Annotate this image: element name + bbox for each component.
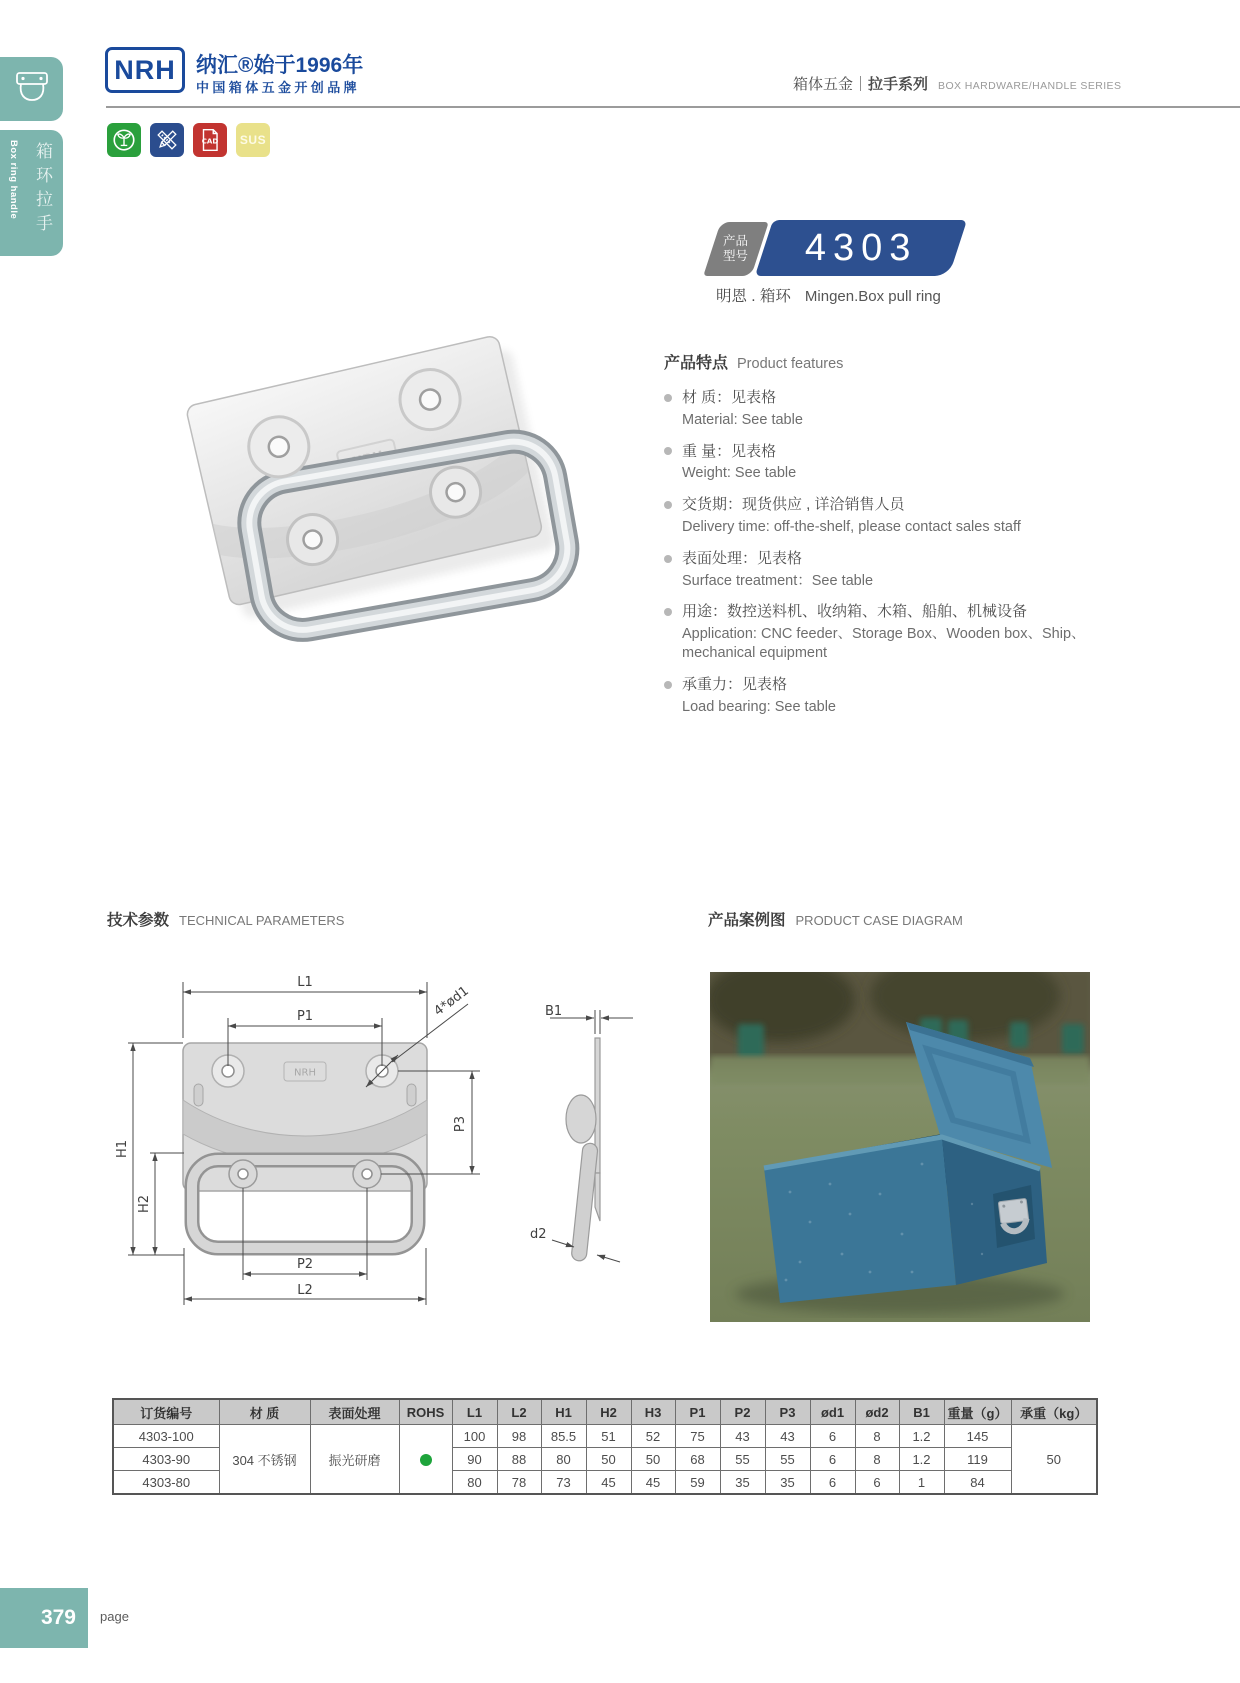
sidebar-category-label[interactable] (0, 130, 63, 256)
dim-H1: H1 (115, 1139, 130, 1159)
product-features (664, 350, 1140, 727)
dim-d2: d2 (530, 1227, 547, 1242)
svg-text:CAD: CAD (201, 136, 219, 146)
rohs-dot-icon (420, 1454, 432, 1466)
model-number: 4303 (804, 226, 918, 269)
tech-parameters-heading: 技术参数 TECHNICAL PARAMETERS (107, 912, 345, 929)
product-photo (130, 295, 645, 675)
rohs-cell (399, 1425, 452, 1495)
header-divider (106, 106, 1240, 108)
page-number-box: 379 (0, 1588, 88, 1648)
brand-tagline-sub: 中国箱体五金开创品牌 (196, 80, 361, 95)
bullet-icon (664, 608, 672, 616)
load-cell: 50 (1011, 1425, 1097, 1495)
table-row: 4303-90 90 88 80 50 50 68 55 55 6 8 1.2 119 (113, 1448, 1097, 1471)
sidebar-category-cn: 箱环拉手 (33, 142, 52, 238)
dim-L1: L1 (297, 975, 313, 990)
table-row: 4303-80 80 78 73 45 45 59 35 35 6 6 1 84 (113, 1471, 1097, 1495)
dim-P1: P1 (296, 1009, 314, 1024)
dim-4xod1: 4*ød1 (431, 983, 472, 1020)
eco-plant-icon (107, 123, 141, 157)
sidebar-category-en: Box ring handle (8, 140, 19, 220)
product-name-en: Mingen.Box pull ring (804, 288, 941, 305)
series-en: BOX HARDWARE/HANDLE SERIES (938, 80, 1122, 92)
brand-logo: NRH (105, 47, 185, 93)
feature-item: 交货期：现货供应 , 详洽销售人员 Delivery time: off-the-shelf, please contact sales staff (664, 494, 1140, 537)
features-title-en: Product features (737, 356, 844, 372)
model-number-banner (755, 220, 967, 276)
features-title (664, 350, 1140, 373)
design-tools-icon (150, 123, 184, 157)
dim-P2: P2 (296, 1257, 314, 1272)
svg-text:NRH: NRH (350, 448, 386, 471)
sidebar-category-tab[interactable] (0, 57, 63, 121)
feature-item: 表面处理：见表格 Surface treatment：See table (664, 548, 1140, 591)
certification-badges (107, 123, 270, 157)
spec-table-header-row: 订货编号 材 质 表面处理 ROHS L1 L2 H1 H2 H3 P1 P2 P3 ød1 ød2 B1 重量（g） 承重（kg） (113, 1399, 1097, 1425)
series-cn: 箱体五金｜拉手系列 (793, 76, 929, 93)
bullet-icon (664, 681, 672, 689)
brand-tagline-main: 纳汇®始于1996年 (196, 54, 364, 77)
case-photo (710, 972, 1090, 1322)
material-cell: 304 不锈钢 (219, 1425, 310, 1495)
bullet-icon (664, 447, 672, 455)
box-handle-icon (12, 69, 52, 110)
cad-file-icon (193, 123, 227, 157)
surface-cell: 振光研磨 (310, 1425, 399, 1495)
model-tag-text: 产品 型号 (723, 234, 749, 263)
dim-P3: P3 (453, 1115, 468, 1133)
svg-text:NRH: NRH (294, 1067, 316, 1079)
header-series (793, 73, 1121, 94)
feature-item: 承重力：见表格 Load bearing: See table (664, 674, 1140, 717)
feature-item: 材 质：见表格 Material: See table (664, 387, 1140, 430)
table-row: 4303-100 304 不锈钢 振光研磨 100 98 85.5 51 52 75 43 43 6 8 1.2 145 50 (113, 1425, 1097, 1448)
features-title-cn: 产品特点 (664, 355, 729, 372)
bullet-icon (664, 394, 672, 402)
dim-B1: B1 (545, 1004, 563, 1019)
technical-drawing (100, 938, 660, 1333)
spec-table (112, 1398, 1098, 1495)
product-name-cn: 明恩 . 箱环 (716, 288, 791, 305)
product-name (716, 284, 941, 306)
bullet-icon (664, 501, 672, 509)
page-label: page (100, 1609, 129, 1624)
feature-item: 重 量：见表格 Weight: See table (664, 441, 1140, 484)
dim-L2: L2 (297, 1283, 313, 1298)
feature-item: 用途：数控送料机、收纳箱、木箱、船舶、机械设备 Application: CNC feeder、Storage Box、Wooden box、Ship、mechanical equipment (664, 601, 1140, 662)
dim-H2: H2 (137, 1194, 152, 1214)
bullet-icon (664, 555, 672, 563)
sus-badge: SUS (236, 123, 270, 157)
case-diagram-heading: 产品案例图 PRODUCT CASE DIAGRAM (708, 912, 963, 929)
